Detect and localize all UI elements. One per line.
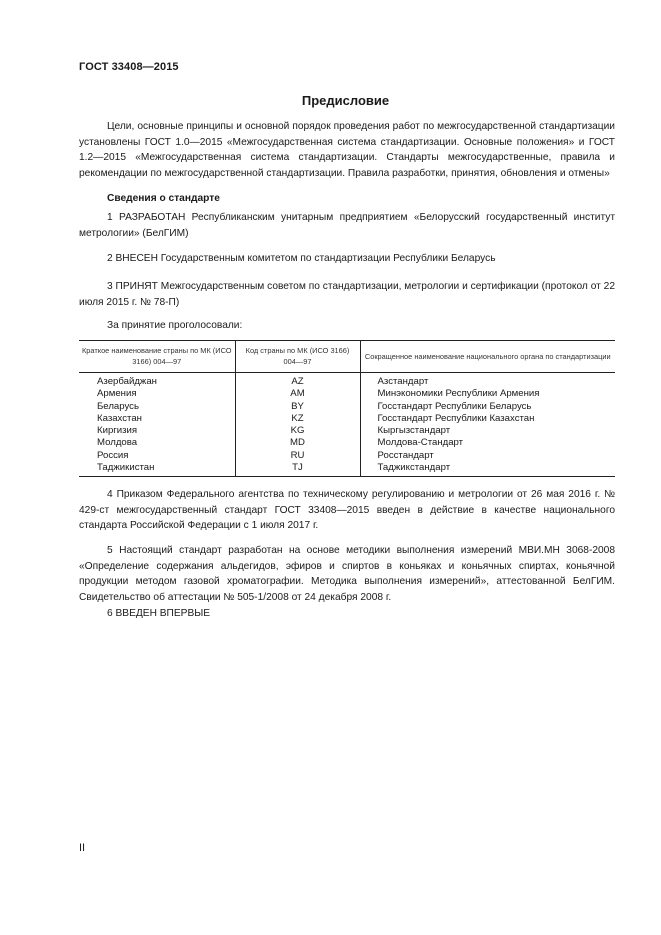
country-name-cell: Киргизия: [97, 425, 138, 437]
vote-label: За принятие проголосовали:: [107, 320, 243, 331]
standards-body-cell: Росстандарт: [377, 449, 434, 461]
item-2-paragraph: 2 ВНЕСЕН Государственным комитетом по стандартизации Республики Беларусь: [107, 253, 496, 264]
country-name-cell: Армения: [97, 388, 137, 400]
table-row: [79, 437, 615, 449]
standards-body-cell: Госстандарт Республики Казахстан: [377, 412, 535, 424]
country-code-cell: KG: [235, 425, 360, 437]
table-row: [79, 401, 615, 413]
voting-table: [79, 340, 615, 477]
table-row: [79, 425, 615, 437]
table-header-row: [79, 341, 615, 373]
item-6-paragraph: 6 ВВЕДЕН ВПЕРВЫЕ: [107, 608, 211, 619]
standards-body-cell: Госстандарт Республики Беларусь: [377, 400, 532, 412]
country-code-cell: RU: [235, 450, 360, 462]
country-code-cell: AZ: [235, 373, 360, 389]
document-header: ГОСТ 33408—2015: [79, 61, 179, 73]
item-1-paragraph: 1 РАЗРАБОТАН Республиканским унитарным предприятием «Белорусский государственный институт метрологии» (БелГИМ): [79, 212, 615, 239]
intro-paragraph: Цели, основные принципы и основной порядок проведения работ по межгосударственной стандартизации установлены ГОСТ 1.0—2015 «Межгосударственная система стандартизации. Основные положения» и ГОСТ 1.2—2015 «Межгосударственная система стандартизации. Стандарты межгосударственные, правила и рекомендации по межгосударственной стандартизации. Правила разработки, принятия, обновления и отмены»: [79, 121, 615, 179]
standards-body-cell: Минэкономики Республики Армения: [377, 388, 540, 400]
page-title: Предисловие: [301, 93, 390, 108]
table-row: [79, 373, 615, 389]
header-country-name: Краткое наименование страны по МК (ИСО 3166) 004—97: [79, 341, 235, 373]
table-row: [79, 413, 615, 425]
table-row: [79, 388, 615, 400]
country-code-cell: MD: [235, 437, 360, 449]
page-number: II: [79, 842, 86, 854]
table-row: [79, 462, 615, 477]
item-5-paragraph: 5 Настоящий стандарт разработан на основе методики выполнения измерений МВИ.МН 3068-2008 «Определение содержания альдегидов, эфиров и спиртов в коньяках и коньячных спиртах, коньячной продукции методом газовой хроматографии. Методика выполнения измерений», аттестованной БелГИМ. Свидетельство об аттестации № 505-1/2008 от 24 декабря 2008 г.: [79, 545, 615, 603]
country-name-cell: Азербайджан: [97, 376, 157, 387]
header-standards-body: Сокращенное наименование национального органа по стандартизации: [360, 341, 615, 373]
country-name-cell: Таджикистан: [79, 462, 235, 477]
table-row: [79, 450, 615, 462]
country-name-cell: Беларусь: [97, 400, 139, 412]
standards-body-cell: Таджикстандарт: [360, 462, 615, 477]
section-subheading: Сведения о стандарте: [107, 193, 220, 204]
country-code-cell: BY: [235, 401, 360, 413]
item-3-paragraph: 3 ПРИНЯТ Межгосударственным советом по стандартизации, метрологии и сертификации (протокол от 22 июля 2015 г. № 78-П): [79, 281, 615, 308]
country-name-cell: Казахстан: [97, 412, 142, 424]
country-name-cell: Россия: [97, 449, 129, 461]
standards-body-cell: Азстандарт: [377, 376, 429, 387]
standards-body-cell: Кыргызстандарт: [377, 425, 451, 437]
country-code-cell: KZ: [235, 413, 360, 425]
item-4-paragraph: 4 Приказом Федерального агентства по техническому регулированию и метрологии от 26 мая 2016 г. № 429-ст межгосударственный стандарт ГОСТ 33408—2015 введен в действие в качестве национального стандарта Российской Федерации с 1 июля 2017 г.: [79, 489, 615, 532]
country-name-cell: Молдова: [97, 437, 138, 449]
header-country-code: Код страны по МК (ИСО 3166) 004—97: [235, 341, 360, 373]
country-code-cell: TJ: [235, 462, 360, 477]
standards-body-cell: Молдова-Стандарт: [377, 437, 464, 449]
country-code-cell: AM: [235, 388, 360, 400]
